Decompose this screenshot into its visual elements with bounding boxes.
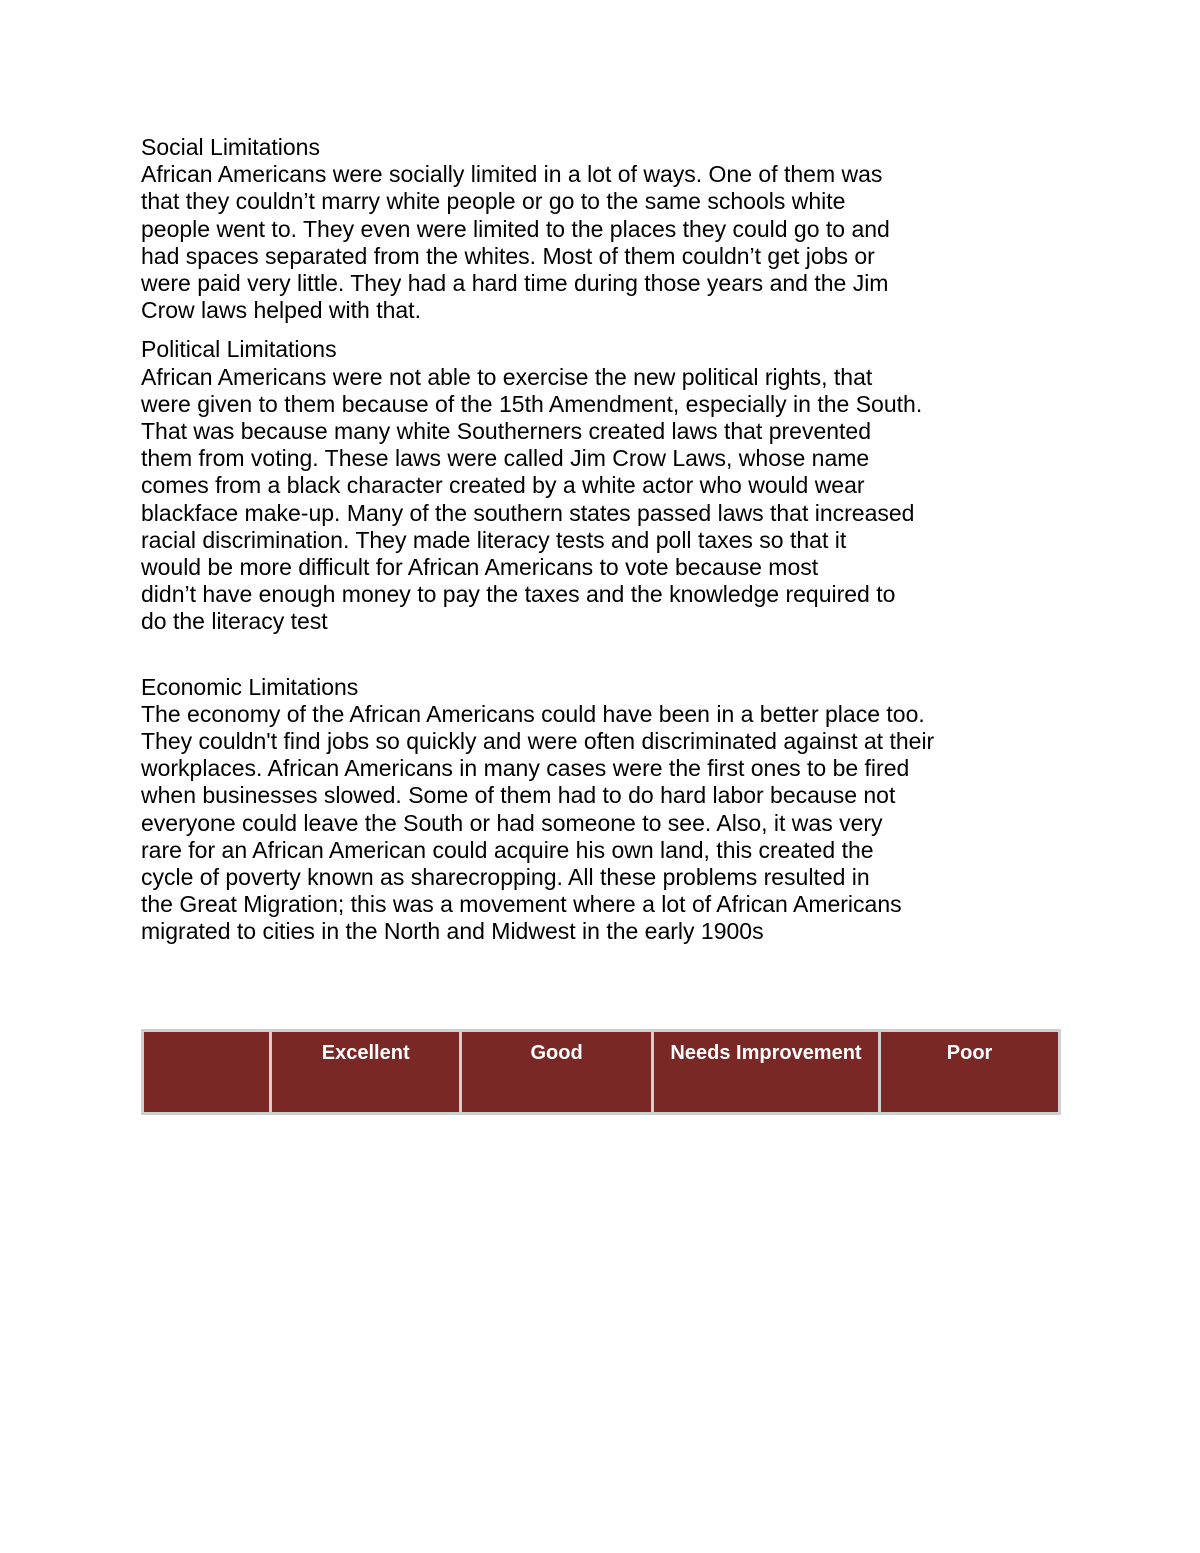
paragraph-line: That was because many white Southerners created laws that prevented — [141, 418, 872, 445]
paragraph-line: were given to them because of the 15th Amendment, especially in the South. — [141, 390, 923, 417]
paragraph-line: everyone could leave the South or had someone to see. Also, it was very — [141, 809, 883, 836]
paragraph-line: do the literacy test — [141, 608, 328, 635]
social-limitations-section — [141, 134, 1041, 324]
paragraph-line: would be more difficult for African Americans to vote because most — [141, 554, 819, 581]
paragraph-line: didn’t have enough money to pay the taxes and the knowledge required to — [141, 581, 896, 608]
paragraph-line: blackface make-up. Many of the southern states passed laws that increased — [141, 499, 915, 526]
rubric-header-good: Good — [462, 1032, 651, 1112]
section-heading: Political Limitations — [141, 336, 337, 363]
paragraph-line: Crow laws helped with that. — [141, 297, 421, 324]
economic-limitations-section — [141, 674, 1041, 946]
document-body — [141, 134, 1041, 946]
paragraph-line: workplaces. African Americans in many cases were the first ones to be fired — [141, 755, 910, 782]
paragraph-line: rare for an African American could acquire his own land, this created the — [141, 836, 874, 863]
paragraph-line: cycle of poverty known as sharecropping. All these problems resulted in — [141, 864, 870, 891]
paragraph-line: racial discrimination. They made literacy tests and poll taxes so that it — [141, 526, 847, 553]
paragraph-line: comes from a black character created by a white actor who would wear — [141, 472, 865, 499]
paragraph-line: African Americans were not able to exercise the new political rights, that — [141, 363, 873, 390]
paragraph-line: had spaces separated from the whites. Most of them couldn’t get jobs or — [141, 242, 875, 269]
paragraph-line: migrated to cities in the North and Midwest in the early 1900s — [141, 918, 764, 945]
rubric-header-excellent: Excellent — [272, 1032, 459, 1112]
paragraph-line: them from voting. These laws were called Jim Crow Laws, whose name — [141, 445, 870, 472]
paragraph-line: were paid very little. They had a hard time during those years and the Jim — [141, 270, 889, 297]
political-limitations-section — [141, 336, 1041, 635]
paragraph-line: African Americans were socially limited in a lot of ways. One of them was — [141, 161, 883, 188]
section-heading: Economic Limitations — [141, 673, 359, 700]
paragraph-line: people went to. They even were limited to the places they could go to and — [141, 215, 890, 242]
rubric-table — [141, 1029, 1061, 1115]
paragraph-line: They couldn't find jobs so quickly and were often discriminated against at their — [141, 728, 935, 755]
rubric-header-poor: Poor — [881, 1032, 1058, 1112]
rubric-header-needs-improvement: Needs Improvement — [654, 1032, 878, 1112]
rubric-header-row — [144, 1032, 1058, 1112]
paragraph-line: that they couldn’t marry white people or go to the same schools white — [141, 188, 846, 215]
paragraph-line: the Great Migration; this was a movement where a lot of African Americans — [141, 891, 902, 918]
section-heading: Social Limitations — [141, 134, 320, 160]
rubric-header-cell-blank — [144, 1032, 269, 1112]
paragraph-line: The economy of the African Americans could have been in a better place too. — [141, 700, 925, 727]
paragraph-line: when businesses slowed. Some of them had to do hard labor because not — [141, 782, 896, 809]
